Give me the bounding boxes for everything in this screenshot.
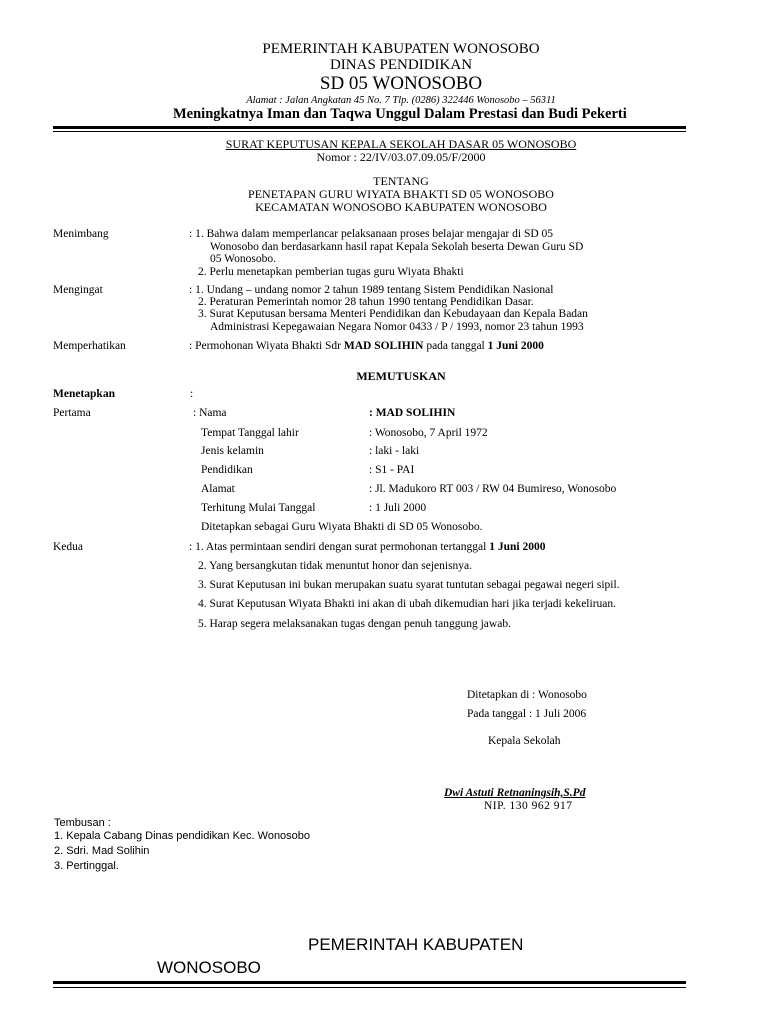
field-key-ttl: Tempat Tanggal lahir [201,427,299,439]
menimbang-item-1-cont2: 05 Wonosobo. [210,253,276,265]
header-divider-thick [53,126,686,129]
menimbang-item-2: 2. Perlu menetapkan pemberian tugas guru Wiyata Bhakti [198,266,464,278]
field-value-education: : S1 - PAI [369,464,415,476]
signature-date: Pada tanggal : 1 Juli 2006 [467,708,587,720]
tentang-label: TENTANG [373,174,429,188]
kedua-item-1-text: : 1. Atas permintaan sendiri dengan surat permohonan tertanggal [189,541,490,553]
signatory-nip: NIP. 130 962 917 [484,800,573,812]
decree-subject-1: PENETAPAN GURU WIYATA BHAKTI SD 05 WONOSOBO [248,187,554,201]
tembusan-item-3: 3. Pertinggal. [54,860,119,872]
mengingat-item-2: 2. Peraturan Pemerintah nomor 28 tahun 1990 tentang Pendidikan Dasar. [198,296,534,308]
field-value-gender: : laki - laki [369,445,420,457]
field-value-address: : Jl. Madukoro RT 003 / RW 04 Bumireso, Wonosobo [369,483,617,495]
school-motto: Meningkatnya Iman dan Taqwa Unggul Dalam Prestasi dan Budi Pekerti [173,106,627,122]
footer-divider-thin [53,987,686,988]
applicant-name: MAD SOLIHIN [343,340,424,352]
mengingat-item-3: 3. Surat Keputusan bersama Menteri Pendidikan dan Kebudayaan dan Kepala Badan [198,308,588,320]
footer-line2: WONOSOBO [157,958,261,977]
field-key-nama: : Nama [193,407,227,419]
field-value-nama: : MAD SOLIHIN [369,407,456,419]
menetapkan-colon: : [190,388,194,400]
pertama-conclusion: Ditetapkan sebagai Guru Wiyata Bhakti di SD 05 Wonosobo. [201,521,483,533]
menimbang-item-1: : 1. Bahwa dalam memperlancar pelaksanaan proses belajar mengajar di SD 05 [189,228,554,240]
header-divider-thin [53,131,686,132]
memperhatikan-text [189,340,544,353]
header-line2: DINAS PENDIDIKAN [329,57,473,73]
school-name: SD 05 WONOSOBO [319,73,483,94]
memperhatikan-mid: pada tanggal [423,340,488,352]
tembusan-item-2: 2. Sdri. Mad Solihin [54,845,150,857]
memperhatikan-label: Memperhatikan [53,340,126,352]
tembusan-item-1: 1. Kepala Cabang Dinas pendidikan Kec. Wonosobo [54,830,311,842]
kedua-item-1-date: 1 Juni 2000 [489,541,546,553]
footer-divider-thick [53,981,686,984]
kedua-item-5: 5. Harap segera melaksanakan tugas dengan penuh tanggung jawab. [198,618,511,630]
kedua-label: Kedua [53,541,84,553]
kedua-item-4: 4. Surat Keputusan Wiyata Bhakti ini akan di ubah dikemudian hari jika terjadi kekeliruan. [198,598,617,610]
field-value-start-date: : 1 Juli 2000 [369,502,427,514]
memperhatikan-prefix: : Permohonan Wiyata Bhakti Sdr [189,340,344,352]
footer-line1: PEMERINTAH KABUPATEN [308,935,524,954]
pertama-label: Pertama [53,407,91,419]
field-key-gender: Jenis kelamin [201,445,264,457]
signatory-name: Dwi Astuti Retnaningsih,S.Pd [444,787,586,799]
menimbang-item-1-cont: Wonosobo dan berdasarkann hasil rapat Kepala Sekolah beserta Dewan Guru SD [210,241,584,253]
kedua-item-2: 2. Yang bersangkutan tidak menuntut honor dan sejenisnya. [198,560,473,572]
menimbang-label: Menimbang [53,228,109,240]
kedua-item-1 [189,541,545,554]
decree-number: Nomor : 22/IV/03.07.09.05/F/2000 [316,150,486,164]
field-value-ttl: : Wonosobo, 7 April 1972 [369,427,488,439]
kedua-item-3: 3. Surat Keputusan ini bukan merupakan suatu syarat tuntutan sebagai pegawai negeri sipil. [198,579,620,591]
tembusan-title: Tembusan : [54,817,111,829]
mengingat-label: Mengingat [53,284,103,296]
field-key-start-date: Terhitung Mulai Tanggal [201,502,316,514]
memutuskan-heading: MEMUTUSKAN [356,369,446,383]
mengingat-item-1: : 1. Undang – undang nomor 2 tahun 1989 tentang Sistem Pendidikan Nasional [189,284,554,296]
decree-heading: SURAT KEPUTUSAN KEPALA SEKOLAH DASAR 05 WONOSOBO [225,137,577,151]
decree-subject-2: KECAMATAN WONOSOBO KABUPATEN WONOSOBO [255,200,547,214]
application-date: 1 Juni 2000 [487,340,544,352]
header-line1: PEMERINTAH KABUPATEN WONOSOBO [262,41,540,57]
field-key-education: Pendidikan [201,464,253,476]
mengingat-item-3-cont: Administrasi Kepegawaian Negara Nomor 0433 / P / 1993, nomor 23 tahun 1993 [210,321,584,333]
signature-position: Kepala Sekolah [488,735,561,747]
field-key-address: Alamat [201,483,235,495]
signature-place: Ditetapkan di : Wonosobo [467,689,587,701]
menetapkan-label: Menetapkan [53,388,115,400]
school-address: Alamat : Jalan Angkatan 45 No. 7 Tlp. (0286) 322446 Wonosobo – 56311 [246,95,556,106]
